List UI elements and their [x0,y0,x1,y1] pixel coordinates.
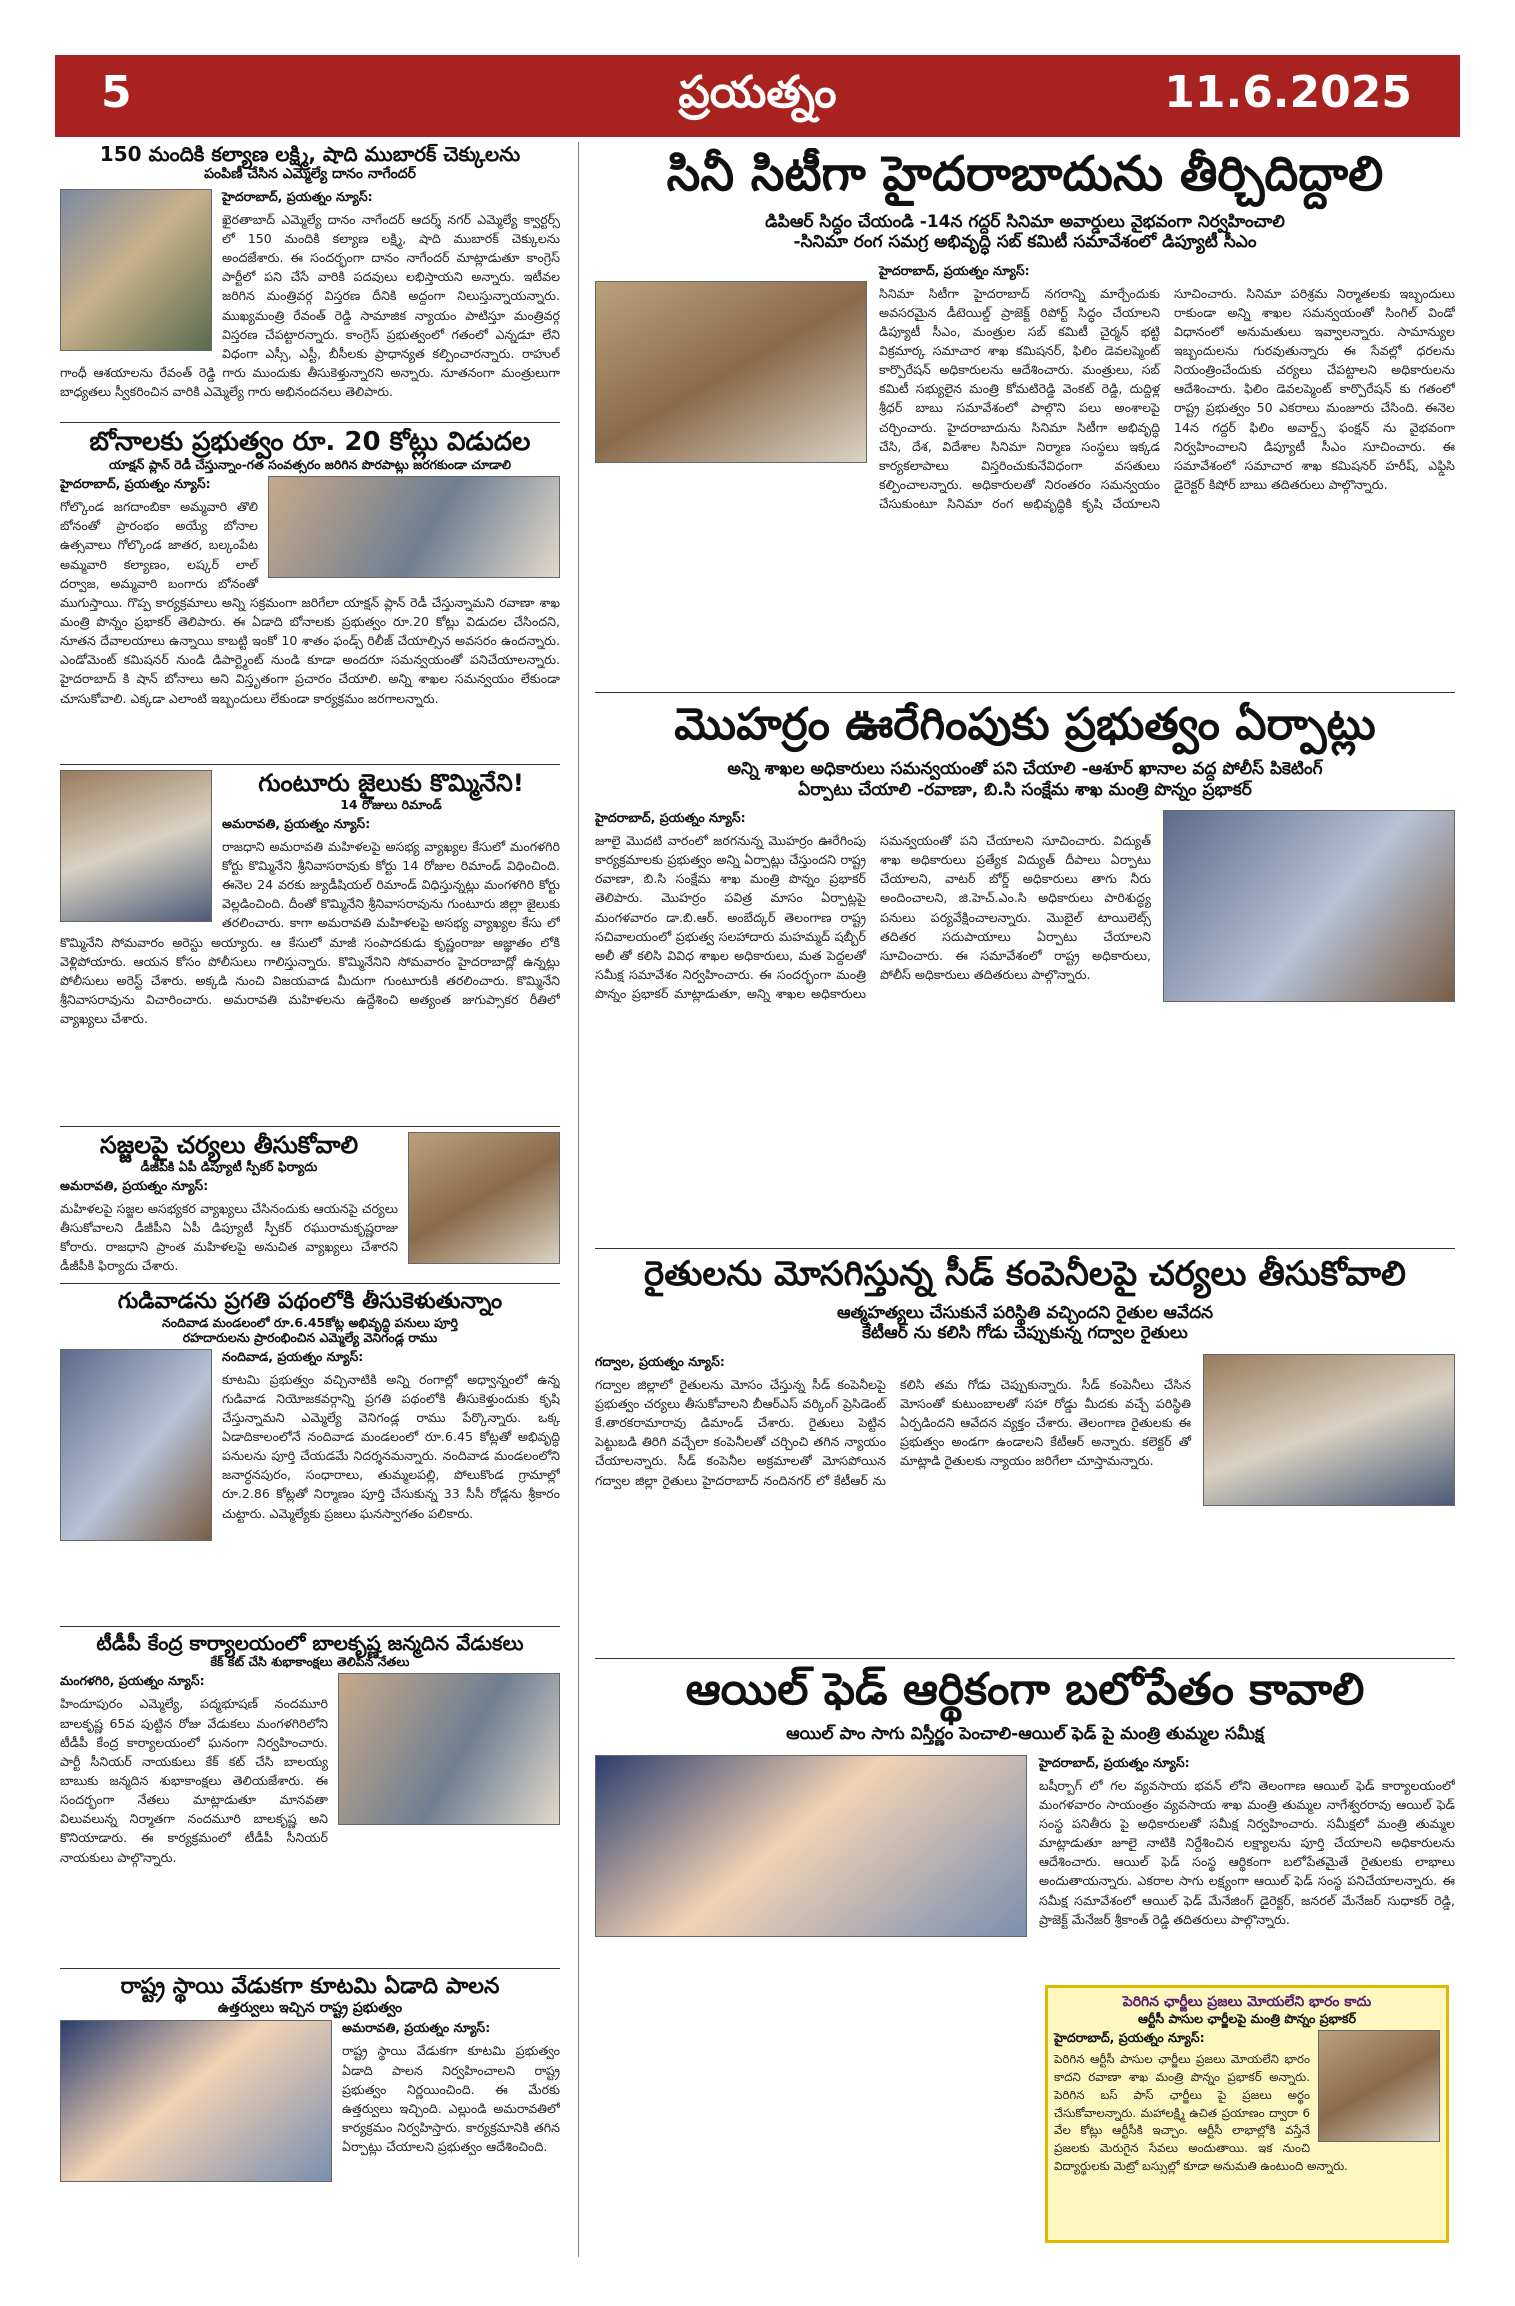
dateline: హైదరాబాద్, ప్రయత్నం న్యూస్: [879,262,1030,278]
subhead: యాక్షన్ ప్లాన్ రెడీ చేస్తున్నాం-గత సంవత్సరం జరిగిన పొరపాట్లు జరగకుండా చూడాలి [108,457,512,473]
story-body: జూలై మొదటి వారంలో జరగనున్న మొహర్రం ఊరేగింపు కార్యక్రమాలకు ప్రభుత్వం అన్ని ఏర్పాట్లు చేస్తుందని రాష్ట్ర రవాణా, బి.సి సంక్షేమ శాఖ మంత్రి పొన్నం ప్రభాకర్ తెలిపారు. మొహర్రం పవిత్ర మాసం ఏర్పాట్లపై మంగళవారం డా.బి.ఆర్. అంబేద్కర్ తెలంగాణ రాష్ట్ర సచివాలయంలో ప్రభుత్వ సలహాదారు మహమ్మద్ షబ్బీర్ అలీ తో కలిసి వివిధ శాఖల అధికారులు, మత పెద్దలతో సమీక్ష సమావేశం నిర్వహించారు. ఈ సందర్భంగా మంత్రి పొన్నం ప్రభాకర్ మాట్లాడుతూ, అన్ని శాఖల అధికారులు సమన్వయంతో పని చేయాలని సూచించారు. విద్యుత్ శాఖ అధికారులు ప్రత్యేక విద్యుత్ దీపాలు ఏర్పాటు చేయాలని, వాటర్ బోర్డ్ అధికారులు తాగు నీరు అందించాలని, జి.హెచ్.ఎం.సి అధికారులు పారిశుద్ధ్య పనులు పర్యవేక్షించాలన్నారు. మొబైల్ టాయిలెట్స్ తదితర సదుపాయాలు ఏర్పాటు చేయాలని సూచించారు. ఈ సమావేశంలో రాష్ట్ర అధికారులు, పోలీస్ అధికారులు తదితరులు పాల్గొన్నారు. [595,833,1151,1002]
photo-sajjala [408,1132,560,1264]
dateline: అమరావతి, ప్రయత్నం న్యూస్: [60,1177,209,1193]
story-gudivada [60,1290,560,1625]
divider [60,1626,560,1627]
page-number: 5 [101,67,132,118]
photo-gudivada [60,1349,212,1541]
subhead-2: ఏర్పాటు చేయాలి -రవాణా, బి.సి సంక్షేమ శాఖ మంత్రి పొన్నం ప్రభాకర్ [798,779,1252,800]
photo-kootami [60,2020,332,2182]
photo-guntur [60,770,212,922]
headline: బోనాలకు ప్రభుత్వం రూ. 20 కోట్లు విడుదల [89,428,531,457]
subhead-1: డిపిఆర్ సిద్ధం చేయండి -14న గద్దర్ సినిమా అవార్డులు వైభవంగా నిర్వహించాలి [765,211,1285,232]
issue-date: 11.6.2025 [1164,67,1412,118]
divider [60,1283,560,1284]
story-body: ఖైరతాబాద్ ఎమ్మెల్యే దానం నాగేందర్ ఆదర్శ్ నగర్ ఎమ్మెల్యే క్వార్టర్స్ లో 150 మందికి కల్యాణ లక్ష్మి, షాది ముబారక్ చెక్కులను అందజేశారు. ఈ సందర్భంగా దానం నాగేందర్ మాట్లాడుతూ కాంగ్రెస్ పార్టీలో పని చేసే వారికి పదవులు లభిస్తాయని అన్నారు. ఇటీవల జరిగిన మంత్రివర్గ విస్తరణ దీనికి అద్దంగా నిలుస్తున్నాయన్నారు. ముఖ్యమంత్రి రేవంత్ రెడ్డి సామాజిక న్యాయం పాటిస్తూ మంత్రివర్గ విస్తరణ చేపట్టారన్నారు. కాంగ్రెస్ ప్రభుత్వంలో గతంలో ఎన్నడూ లేని విధంగా ఎస్సీ, ఎస్టీ, బీసీలకు ప్రాధాన్యత కల్పించారన్నారు. రాహుల్ గాంధీ ఆశయాలను రేవంత్ రెడ్డి గారు ముందుకు తీసుకెళ్తున్నారని అన్నారు. నూతనంగా మంత్రులుగా బాధ్యతలు స్వీకరించిన వారికి ఎమ్మెల్యే గారు అభినందనలు తెలిపారు. [60,211,560,400]
dateline: నందివాడ, ప్రయత్నం న్యూస్: [222,1348,364,1364]
dateline: అమరావతి, ప్రయత్నం న్యూస్: [342,2020,491,2036]
story-body: బషీర్బాగ్ లో గల వ్యవసాయ భవన్ లోని తెలంగాణ ఆయిల్ ఫెడ్ కార్యాలయంలో మంగళవారం సాయంత్రం వ్యవసాయ శాఖ మంత్రి తుమ్మల నాగేశ్వరరావు ఆయిల్ ఫెడ్ సంస్థ పనితీరు పై అధికారులతో సమీక్ష నిర్వహించారు. సమీక్షలో మంత్రి తుమ్మల మాట్లాడుతూ జూలై నాటికి నిర్దేశించిన లక్ష్యాలను పూర్తి చేయాలని అధికారులను ఆదేశించారు. ఆయిల్ ఫెడ్ సంస్థ ఆర్థికంగా బలోపేతమైతే రైతులకు లాభాలు అందుతాయన్నారు. ఎకరాల సాగు లక్ష్యంగా ఆయిల్ ఫెడ్ సంస్థ పనిచేయాలన్నారు. ఈ సమీక్ష సమావేశంలో ఆయిల్ ఫెడ్ మేనేజింగ్ డైరెక్టర్, జనరల్ మేనేజర్ సుధాకర్ రెడ్డి, ప్రాజెక్ట్ మేనేజర్ శ్రీకాంత్ రెడ్డి తదితరులు పాల్గొన్నారు. [1039,1777,1455,1927]
photo-oilfed [595,1755,1027,1937]
paper-name: ప్రయత్నం [678,67,837,118]
story-cinema [595,148,1455,688]
subhead: ఆర్టీసీ పాసుల ఛార్జీలపై మంత్రి పొన్నం ప్రభాకర్ [1138,2010,1356,2026]
divider [60,422,560,423]
story-sajjala [60,1132,560,1282]
headline: మొహర్రం ఊరేగింపుకు ప్రభుత్వం ఏర్పాట్లు [674,700,1376,750]
photo-moharram [1163,810,1455,1002]
photo-buspass [1318,2030,1440,2142]
headline: 150 మందికి కల్యాణ లక్ష్మి, షాది ముబారక్ చెక్కులను [99,142,521,166]
photo-bonalu [268,476,560,578]
dateline: అమరావతి, ప్రయత్నం న్యూస్: [222,815,371,831]
divider [60,1968,560,1969]
subhead-2: -సినిమా రంగ సమగ్ర అభివృద్ధి సబ్ కమిటీ సమావేశంలో డిప్యూటీ సీఎం [793,232,1257,253]
dateline: హైదరాబాద్, ప్రయత్నం న్యూస్: [222,188,373,204]
story-buspass [1045,1985,1449,2243]
story-body: మహిళలపై సజ్జల అసభ్యకర వ్యాఖ్యలు చేసినందుకు ఆయనపై చర్యలు తీసుకోవాలని డీజీపీని ఏపీ డిప్యూటీ స్పీకర్ రఘురామకృష్ణరాజు కోరారు. రాజధాని ప్రాంత మహిళలపై అనుచిత వ్యాఖ్యలు చేశారని డీజీపీకి ఫిర్యాదు చేశారు. [60,1200,398,1274]
dateline: హైదరాబాద్, ప్రయత్నం న్యూస్: [595,810,746,826]
headline: రాష్ట్ర స్థాయి వేడుకగా కూటమి ఏడాది పాలన [120,1975,500,1999]
headline: సజ్జలపై చర్యలు తీసుకోవాలి [99,1132,359,1159]
subhead-1: ఆత్మహత్యలు చేసుకునే పరిస్థితి వచ్చిందని రైతుల ఆవేదన [836,1303,1214,1324]
story-body: గద్వాల జిల్లాలో రైతులను మోసం చేస్తున్న సీడ్ కంపెనీలపై ప్రభుత్వం చర్యలు తీసుకోవాలని బీఆర్ఎస్ వర్కింగ్ ప్రెసిడెంట్ కే.తారకరామారావు డిమాండ్ చేశారు. రైతులు పెట్టిన పెట్టుబడి తిరిగి వచ్చేలా కంపెనీలతో చర్చించి తగిన న్యాయం చేయాలన్నారు. సీడ్ కంపెనీల అక్రమాలతో మోసపోయిన గద్వాల జిల్లా రైతులు హైదరాబాద్ నందినగర్ లో కేటీఆర్ ను కలిసి తమ గోడు చెప్పుకున్నారు. సీడ్ కంపెనీలు చేసిన మోసంతో కుటుంబాలతో సహా రోడ్డు మీదకు వచ్చే పరిస్థితి ఏర్పడిందని ఆవేదన వ్యక్తం చేశారు. తెలంగాణ రైతులకు ఈ ప్రభుత్వం అండగా ఉండాలని కేటీఆర్ అన్నారు. కలెక్టర్ తో మాట్లాడి రైతులకు న్యాయం జరిగేలా చూస్తామన్నారు. [595,1376,1191,1488]
dateline: హైదరాబాద్, ప్రయత్నం న్యూస్: [1039,1754,1190,1770]
headline: టీడీపీ కేంద్ర కార్యాలయంలో బాలకృష్ణ జన్మదిన వేడుకలు [96,1632,524,1655]
headline: పెరిగిన ఛార్జీలు ప్రజలు మోయలేని భారం కాదు [1122,1994,1372,2010]
dateline: హైదరాబాద్, ప్రయత్నం న్యూస్: [60,476,211,492]
subhead: నందివాడ మండలంలో రూ.6.45కోట్ల అభివృద్ధి పనులు పూర్తి [162,1314,458,1330]
divider [595,692,1455,693]
subhead-1: అన్ని శాఖల అధికారులు సమన్వయంతో పని చేయాలి -ఆశూర్ ఖానాల వద్ద పోలీస్ పికెటింగ్ [727,759,1323,780]
subhead: ఆయిల్ పాం సాగు విస్తీర్ణం పెంచాలి-ఆయిల్ ఫెడ్ పై మంత్రి తుమ్మల సమీక్ష [786,1724,1264,1745]
subhead: ఉత్తర్వులు ఇచ్చిన రాష్ట్ర ప్రభుత్వం [217,1999,403,2016]
story-body: పెరిగిన ఆర్టీసీ పాసుల ఛార్జీలు ప్రజలు మోయలేని భారం కాదని రవాణా శాఖ మంత్రి పొన్నం ప్రభాకర్ అన్నారు. పెరిగిన బస్ పాస్ ఛార్జీలు పై ప్రజలు అర్థం చేసుకోవాలన్నారు. మహాలక్ష్మి ఉచిత ప్రయాణం ద్వారా 6 వేల కోట్లు ఆర్టీసీకి ఇచ్చాం. ఆర్టీసీ లాభాల్లోకి వస్తేనే ప్రజలకు మెరుగైన సేవలు అందుతాయి. ఇక నుంచి విద్యార్థులకు మెట్రో బస్సుల్లో కూడా అనుమతి ఉంటుంది అన్నారు. [1054,2051,1348,2174]
headline: సినీ సిటీగా హైదరాబాదును తీర్చిదిద్దాలి [666,148,1384,202]
subhead: డీజీపీకి ఏపీ డిప్యూటీ స్పీకర్ ఫిర్యాదు [140,1158,318,1174]
story-body: కూటమి ప్రభుత్వం వచ్చినాటికి అన్ని రంగాల్లో అధ్వాన్నంలో ఉన్న గుడివాడ నియోజకవర్గాన్ని ప్రగతి పథంలోకి తీసుకెళ్తుందుకు కృషి చేస్తున్నామని ఎమ్మెల్యే వెనిగండ్ల రాము పేర్కొన్నారు. ఒక్క ఏడాదికాలంలోనే నందివాడ మండలంలో రూ.6.45 కోట్లతో అభివృద్ధి పనులను పూర్తి చేయడమే నిదర్శనమన్నారు. నందివాడ మండలంలోని జనార్ధనపురం, సంధారాలు, తుమ్మలపల్లి, పోలుకొండ గ్రామాల్లో రూ.2.86 కోట్లతో నిర్మాణం పూర్తి చేసుకున్న 33 సీసీ రోడ్లను శ్రీకారం చుట్టారు. ఎమ్మెల్యేకు ప్రజలు ఘనస్వాగతం పలికారు. [222,1371,560,1521]
story-balakrishna [60,1632,560,1967]
headline: గుంటూరు జైలుకు కొమ్మినేని! [258,770,524,797]
dateline: మంగళగిరి, ప్రయత్నం న్యూస్: [60,1673,205,1689]
subhead-2: రహదారులను ప్రారంభించిన ఎమ్మెల్యే వెనిగండ్ల రాము [182,1329,438,1345]
subhead: కేక్ కట్ చేసి శుభాకాంక్షలు తెలిపిన నేతలు [210,1654,410,1670]
subhead-2: కేటీఆర్ ను కలిసి గోడు చెప్పుకున్న గద్వాల రైతులు [862,1323,1188,1344]
story-rythu [595,1255,1455,1655]
story-kootami [60,1975,560,2255]
story-body: రాజధాని అమరావతి మహిళలపై అసభ్య వ్యాఖ్యల కేసులో మంగళగిరి కోర్టు కొమ్మినేని శ్రీనివాసరావుకు కోర్టు 14 రోజుల రిమాండ్ విధించింది. ఈనెల 24 వరకు జ్యుడీషియల్ రిమాండ్ విధిస్తున్నట్లు మంగళగిరి కోర్టు వెల్లడించింది. దీంతో కొమ్మినేని శ్రీనివాసరావును గుంటూరు జిల్లా జైలుకు తరలించారు. కాగా అమరావతి మహిళలపై అసభ్య వ్యాఖ్యల కేసు లో కొమ్మినేని సోమవారం అరెస్టు అయ్యారు. ఆ కేసులో మాజీ సంపాదకుడు కృష్ణంరాజు అజ్ఞాతం లోకి వెళ్లిపోయారు. ఆయన కోసం పోలీసులు గాలిస్తున్నారు. కొమ్మినేనిని సోమవారం హైదరాబాద్లో ఉన్నట్లు పోలీసులు అరెస్ట్ చేశారు. అక్కడి నుంచి విజయవాడ మీదుగా గుంటూరుకి తరలించారు. కొమ్మినేని శ్రీనివాసరావును విచారించారు. అమరావతి మహిళలను ఉద్దేశించి అత్యంత జుగుప్సాకర రీతిలో వ్యాఖ్యలు చేశారు. [60,838,560,1027]
story-moharram [595,700,1455,1245]
divider [595,1248,1455,1249]
story-body: సినిమా సిటీగా హైదరాబాద్ నగరాన్ని మార్చేందుకు అవసరమైన డీటెయిల్డ్ ప్రాజెక్ట్ రిపోర్ట్ సిద్ధం చేయాలని డిప్యూటీ సీఎం, మంత్రుల సబ్ కమిటీ చైర్మన్ భట్టి విక్రమార్క సమాచార శాఖ కమిషనర్, ఫిలిం డెవలప్మెంట్ కార్పొరేషన్ అధికారులను ఆదేశించారు. మంత్రులు, సబ్ కమిటీ సభ్యులైన మంత్రి కోమటిరెడ్డి వెంకట్ రెడ్డి, దుద్దిళ్ల శ్రీధర్ బాబు సమావేశంలో పాల్గొని పలు అంశాలపై చర్చించారు. హైదరాబాదును సినిమా సిటీగా అభివృద్ధి చేసి, దేశ, విదేశాల సినిమా నిర్మాణ సంస్థలు ఇక్కడ కార్యకలాపాలు విస్తరించుకునేవిధంగా వసతులు కల్పించాలన్నారు. అధికారులతో నిరంతరం సమన్వయం చేసుకుంటూ సినిమా రంగ అభివృద్ధికి కృషి చేయాలని సూచించారు. సినిమా పరిశ్రమ నిర్మాతలకు ఇబ్బందులు రాకుండా అన్ని శాఖల సమన్వయంతో సింగిల్ విండో విధానంలో అనుమతులు ఇవ్వాలన్నారు. సామాన్యుల ఇబ్బందులను గురవుతున్నారు ఈ సేవల్లో ధరలను నియంత్రించేందుకు చర్యలు చేపట్టాలని అధికారులను ఆదేశించారు. ఫిలిం డెవలప్మెంట్ కార్పొరేషన్ కు గతంలో రాష్ట్ర ప్రభుత్వం 50 ఎకరాలు మంజూరు చేసింది. ఈనెల 14న గద్దర్ ఫిలిం అవార్డ్స్ ఫంక్షన్ ను వైభవంగా నిర్వహించాలని డిప్యూటీ సీఎం సూచించారు. ఈ సమావేశంలో సమాచార శాఖ కమిషనర్ హరీష్, ఎఫ్డిసి డైరెక్టర్ కిషోర్ బాబు తదితరులు పాల్గొన్నారు. [879,285,1455,512]
photo-rythu [1203,1354,1455,1506]
headline: ఆయిల్ ఫెడ్ ఆర్థికంగా బలోపేతం కావాలి [685,1665,1365,1715]
dateline: హైదరాబాద్, ప్రయత్నం న్యూస్: [1054,2029,1205,2045]
subhead: పంపిణీ చేసిన ఎమ్మెల్యే దానం నాగేందర్ [204,166,416,182]
headline: గుడివాడను ప్రగతి పథంలోకి తీసుకెళుతున్నాం [117,1290,503,1314]
divider [60,1126,560,1127]
column-divider [578,142,579,2257]
subhead: 14 రోజులు రిమాండ్ [340,796,442,812]
masthead-banner [55,55,1460,137]
story-body: గోల్కొండ జగదాంబికా అమ్మవారి తొలి బోనంతో ప్రారంభం అయ్యే బోనాల ఉత్సవాలు గోల్కొండ జాతర, బల్కంపేట అమ్మవారి కల్యాణం, లష్కర్ లాల్ దర్వాజ, అమ్మవారి బంగారు బోనంతో ముగుస్తాయి. గొప్ప కార్యక్రమాలు అన్ని సక్రమంగా జరిగేలా యాక్షన్ ప్లాన్ రెడీ చేస్తున్నామని రవాణా శాఖ మంత్రి పొన్నం ప్రభాకర్ తెలిపారు. ఈ ఏడాది బోనాలకు ప్రభుత్వం రూ.20 కోట్లు విడుదల చేసిందని, నూతన దేవాలయాలు ఉన్నాయి కాబట్టి ఇంకో 10 శాతం ఫండ్స్ రిలీజ్ చేయాల్సిన అవసరం ఉందన్నారు. ఎండోమెంట్ కమిషనర్ నుండి డిపార్ట్మెంట్ నుండి కూడా అందరూ సమన్వయంతో పనిచేయాలన్నారు. హైదరాబాద్ కి షాన్ బోనాలు అని విస్తృతంగా ప్రచారం చేయాలి. అన్ని శాఖల సమన్వయం లేకుండా చూసుకోవాలి. ఎక్కడా ఎలాంటి ఇబ్బందులు లేకుండా కార్యక్రమం జరగాలన్నారు. [60,499,560,706]
story-body: రాష్ట్ర స్థాయి వేడుకగా కూటమి ప్రభుత్వం ఏడాది పాలన నిర్వహించాలని రాష్ట్ర ప్రభుత్వం నిర్ణయించింది. ఈ మేరకు ఉత్తర్వులు ఇచ్చింది. ఎల్లుండి అమరావతిలో కార్యక్రమం నిర్వహిస్తారు. కార్యక్రమానికి తగిన ఏర్పాట్లు చేయాలని ప్రభుత్వం ఆదేశించింది. [342,2043,560,2155]
story-body: హిందూపురం ఎమ్మెల్యే, పద్మభూషణ్ నందమూరి బాలకృష్ణ 65వ పుట్టిన రోజు వేడుకలు మంగళగిరిలోని టీడీపీ కేంద్ర కార్యాలయంలో ఘనంగా నిర్వహించారు. పార్టీ సీనియర్ నాయకులు కేక్ కట్ చేసి బాలయ్య బాబుకు జన్మదిన శుభాకాంక్షలు తెలియజేశారు. ఈ సందర్భంగా నేతలు మాట్లాడుతూ మానవతా విలువలున్న నిర్మాతగా నందమూరి బాలకృష్ణ అని కొనియాడారు. ఈ కార్యక్రమంలో టీడీపీ సీనియర్ నాయకులు పాల్గొన్నారు. [60,1696,328,1865]
story-kalyana [60,142,560,422]
story-oilfed [595,1665,1455,1985]
photo-cinema [595,281,867,463]
dateline: గద్వాల, ప్రయత్నం న్యూస్: [595,1353,725,1369]
photo-kalyana [60,189,212,351]
headline: రైతులను మోసగిస్తున్న సీడ్ కంపెనీలపై చర్యలు తీసుకోవాలి [644,1255,1406,1294]
divider [60,764,560,765]
story-bonalu [60,428,560,763]
divider [595,1658,1455,1659]
photo-balakrishna [338,1673,560,1825]
story-guntur [60,770,560,1125]
